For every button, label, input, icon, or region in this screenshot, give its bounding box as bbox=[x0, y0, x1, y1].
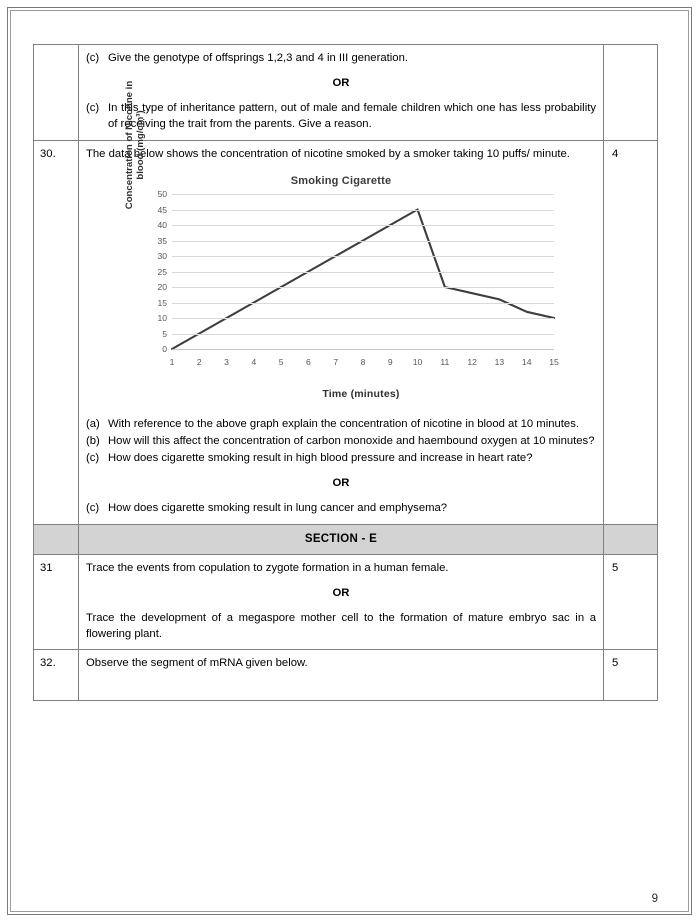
chart-gridline bbox=[172, 194, 554, 195]
marks-cell: 5 bbox=[604, 554, 658, 649]
chart-gridline bbox=[172, 303, 554, 304]
chart-y-tick-label: 20 bbox=[157, 282, 167, 293]
chart-y-tick-label: 35 bbox=[157, 235, 167, 246]
chart-gridline bbox=[172, 334, 554, 335]
question-text-alternate: Trace the development of a megaspore mother cell to the formation of mature embryo sac in a flowering plant. bbox=[86, 611, 596, 640]
chart-y-tick-label: 5 bbox=[162, 328, 167, 339]
chart-x-tick-label: 8 bbox=[360, 357, 366, 368]
chart-x-tick-label: 11 bbox=[440, 357, 450, 368]
list-item bbox=[86, 50, 596, 66]
y-axis-label-line1: Concentration of Nicotine in bbox=[124, 80, 135, 210]
chart-x-tick-label: 2 bbox=[196, 357, 202, 368]
question-number: 30. bbox=[34, 141, 79, 525]
exam-question-table bbox=[33, 44, 658, 701]
part-text: Give the genotype of offsprings 1,2,3 and 4 in III generation. bbox=[108, 52, 408, 64]
chart-y-tick-label: 25 bbox=[157, 266, 167, 277]
question-subparts-list bbox=[86, 406, 596, 466]
chart-y-tick-label: 10 bbox=[157, 313, 167, 324]
list-item bbox=[86, 100, 596, 132]
section-header-left-cell bbox=[34, 525, 79, 554]
chart-gridline bbox=[172, 241, 554, 242]
chart-gridline bbox=[172, 272, 554, 273]
chart-x-tick-label: 15 bbox=[549, 357, 559, 368]
part-text: How will this affect the concentration of carbon monoxide and haembound oxygen at 10 minutes? bbox=[108, 435, 595, 448]
part-text: In this type of inheritance pattern, out of male and female children which one has less probability of receiving the trait from the parents. Give a reason. bbox=[108, 102, 596, 131]
chart-x-tick-label: 7 bbox=[333, 357, 339, 368]
or-separator: OR bbox=[332, 586, 350, 599]
question-intro-text: The data below shows the concentration of nicotine smoked by a smoker taking 10 puffs/ minute. bbox=[86, 148, 570, 161]
chart-y-tick-label: 30 bbox=[157, 251, 167, 262]
or-separator: OR bbox=[332, 477, 350, 490]
part-label: (c) bbox=[86, 502, 100, 515]
chart-y-tick-label: 40 bbox=[157, 220, 167, 231]
chart-x-tick-label: 3 bbox=[224, 357, 229, 368]
chart-x-tick-label: 14 bbox=[521, 357, 532, 368]
chart-gridline bbox=[172, 287, 554, 288]
chart-gridline bbox=[172, 318, 554, 319]
section-header-row bbox=[34, 525, 658, 554]
chart-y-tick-label: 0 bbox=[162, 344, 167, 355]
question-parts-list-alt bbox=[86, 100, 596, 132]
question-body bbox=[79, 45, 604, 141]
marks-cell: 4 bbox=[604, 141, 658, 525]
part-label: (c) bbox=[86, 102, 100, 115]
section-header-title: SECTION - E bbox=[79, 525, 604, 554]
table-row bbox=[34, 649, 658, 700]
answer-space bbox=[86, 671, 596, 693]
chart-gridline bbox=[172, 210, 554, 211]
question-parts-list bbox=[86, 50, 596, 66]
chart-gridline bbox=[172, 349, 554, 350]
chart-title: Smoking Cigarette bbox=[290, 175, 392, 188]
question-number: 31 bbox=[34, 554, 79, 649]
chart-y-tick-label: 45 bbox=[157, 204, 167, 215]
question-text-primary: Trace the events from copulation to zygote formation in a human female. bbox=[86, 561, 449, 574]
part-text: With reference to the above graph explain the concentration of nicotine in blood at 10 minutes. bbox=[108, 418, 579, 431]
question-body bbox=[79, 554, 604, 649]
chart-x-tick-label: 10 bbox=[412, 357, 423, 368]
list-item bbox=[86, 416, 596, 432]
question-body bbox=[79, 649, 604, 700]
chart-gridline bbox=[172, 225, 554, 226]
chart-y-tick-label: 50 bbox=[157, 189, 167, 200]
question-alt-part-list bbox=[86, 500, 596, 516]
chart-x-tick-label: 13 bbox=[494, 357, 505, 368]
section-header-right-cell bbox=[604, 525, 658, 554]
part-text: How does cigarette smoking result in high blood pressure and increase in heart rate? bbox=[108, 452, 533, 465]
question-number bbox=[34, 45, 79, 141]
y-axis-label-line2: blood (mg/cm³) bbox=[135, 110, 146, 180]
list-item bbox=[86, 500, 596, 516]
table-row bbox=[34, 141, 658, 525]
chart-plot-area bbox=[157, 189, 559, 368]
question-number: 32. bbox=[34, 649, 79, 700]
chart-x-tick-label: 9 bbox=[387, 357, 393, 368]
list-item bbox=[86, 450, 596, 466]
page-number: 9 bbox=[651, 893, 658, 905]
part-text: How does cigarette smoking result in lung cancer and emphysema? bbox=[108, 502, 448, 515]
chart-y-axis-label bbox=[124, 70, 146, 220]
chart-gridline bbox=[172, 256, 554, 257]
marks-cell: 5 bbox=[604, 649, 658, 700]
chart-x-tick-label: 5 bbox=[278, 357, 284, 368]
chart-x-tick-label: 12 bbox=[467, 357, 477, 368]
list-item bbox=[86, 433, 596, 449]
marks-cell bbox=[604, 45, 658, 141]
part-label: (b) bbox=[86, 435, 100, 448]
chart-y-tick-label: 15 bbox=[157, 297, 167, 308]
chart-x-axis-label: Time (minutes) bbox=[322, 388, 400, 401]
part-label: (c) bbox=[86, 52, 100, 64]
part-label: (a) bbox=[86, 418, 100, 431]
or-separator: OR bbox=[332, 77, 350, 90]
question-text-primary: Observe the segment of mRNA given below. bbox=[86, 656, 308, 669]
chart-x-tick-label: 4 bbox=[251, 357, 257, 368]
table-row bbox=[34, 554, 658, 649]
chart-x-tick-label: 6 bbox=[306, 357, 311, 368]
part-label: (c) bbox=[86, 452, 100, 465]
chart-x-tick-label: 1 bbox=[169, 357, 175, 368]
